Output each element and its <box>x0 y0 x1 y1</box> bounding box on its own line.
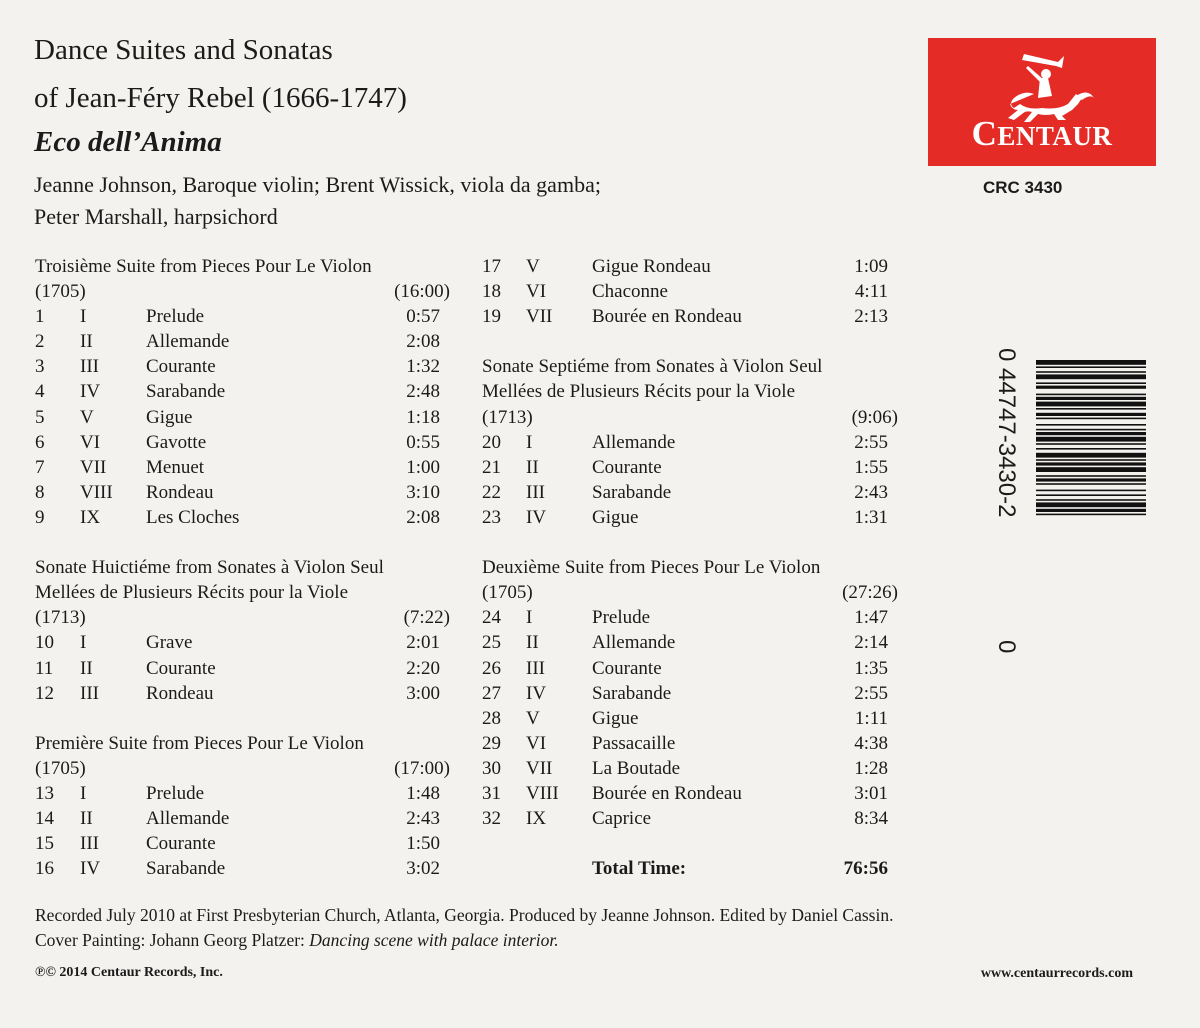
track-row <box>482 279 898 304</box>
track-number: 29 <box>482 732 501 754</box>
movement-number: VI <box>80 431 101 453</box>
track-title: Grave <box>146 632 193 654</box>
movement-number: III <box>526 657 545 679</box>
barcode-bar <box>1036 371 1146 373</box>
total-time-label: Total Time: <box>592 858 687 880</box>
movement-number: VIII <box>526 782 559 804</box>
track-title: Allemande <box>592 632 676 654</box>
track-number: 22 <box>482 481 501 503</box>
track-row <box>482 630 898 655</box>
barcode-bar <box>1036 514 1146 516</box>
performers-line1: Jeanne Johnson, Baroque violin; Brent Wissick, viola da gamba; <box>34 172 601 197</box>
track-duration: 1:28 <box>854 757 888 779</box>
copyright: ℗© 2014 Centaur Records, Inc. <box>35 965 223 980</box>
movement-number: V <box>526 256 540 277</box>
track-number: 20 <box>482 431 501 453</box>
movement-number: I <box>80 632 87 654</box>
barcode-bar <box>1036 459 1146 461</box>
movement-number: I <box>80 782 87 804</box>
movement-number: VII <box>526 757 553 779</box>
track-row <box>35 405 450 430</box>
work-total-time: (17:00) <box>394 757 450 779</box>
track-number: 16 <box>35 858 54 880</box>
barcode-bar <box>1036 475 1146 477</box>
barcode-bar <box>1036 490 1146 492</box>
track-title: Courante <box>592 657 662 679</box>
work-total-time: (7:22) <box>403 607 450 629</box>
track-duration: 0:55 <box>406 431 440 453</box>
track-number: 13 <box>35 782 54 804</box>
work-title: Première Suite from Pieces Pour Le Violon <box>35 732 364 754</box>
track-number: 17 <box>482 256 501 277</box>
track-title: Prelude <box>146 306 205 328</box>
movement-number: II <box>80 331 93 353</box>
track-number: 1 <box>35 306 45 328</box>
barcode-bar <box>1036 467 1146 472</box>
movement-number: II <box>80 657 93 679</box>
track-duration: 3:00 <box>406 682 440 704</box>
work-total-time: (27:26) <box>842 582 898 604</box>
movement-number: V <box>526 707 540 729</box>
work-heading <box>482 555 898 580</box>
movement-number: III <box>80 682 99 704</box>
centaur-wordmark: CENTAUR <box>971 114 1113 153</box>
cover-painting-title: Dancing scene with palace interior. <box>309 930 559 950</box>
track-duration: 2:55 <box>854 431 888 453</box>
track-title: Chaconne <box>592 281 668 303</box>
track-duration: 1:47 <box>854 607 888 629</box>
movement-number: VIII <box>80 481 113 503</box>
work-title: Mellées de Plusieurs Récits pour la Viole <box>482 381 796 403</box>
track-duration: 4:38 <box>854 732 888 754</box>
track-duration: 1:48 <box>406 782 440 804</box>
track-row <box>35 806 450 831</box>
track-duration: 0:57 <box>406 306 440 328</box>
track-duration: 3:02 <box>406 858 440 880</box>
track-row <box>35 455 450 480</box>
barcode-bar <box>1036 478 1146 481</box>
movement-number: IV <box>526 682 547 704</box>
track-row <box>35 656 450 681</box>
movement-number: VII <box>80 456 107 478</box>
work-title: Sonate Septiéme from Sonates à Violon Seul <box>482 356 823 378</box>
movement-number: I <box>526 431 533 453</box>
spacer <box>482 831 898 856</box>
work-year: (1705) <box>35 757 86 779</box>
track-title: Gigue <box>146 406 193 428</box>
track-title: Gigue <box>592 506 639 528</box>
track-row <box>482 656 898 681</box>
track-number: 32 <box>482 808 501 830</box>
movement-number: IX <box>80 506 101 528</box>
album-title-line1: Dance Suites and Sonatas <box>34 34 333 66</box>
track-number: 27 <box>482 682 501 704</box>
track-title: Prelude <box>146 782 205 804</box>
barcode-bar <box>1036 437 1146 442</box>
track-title: Courante <box>146 356 216 378</box>
movement-number: III <box>526 481 545 503</box>
barcode-bar <box>1036 499 1146 501</box>
work-year: (1705) <box>35 281 86 303</box>
track-number: 15 <box>35 833 54 855</box>
track-title: Sarabande <box>146 381 226 403</box>
album-title-line2: of Jean-Féry Rebel (1666-1747) <box>34 82 407 114</box>
track-number: 6 <box>35 431 45 453</box>
movement-number: IX <box>526 808 547 830</box>
barcode-bar <box>1036 408 1146 410</box>
track-title: Courante <box>146 833 216 855</box>
track-row <box>482 806 898 831</box>
track-row <box>35 379 450 404</box>
track-duration: 8:34 <box>854 808 888 830</box>
track-list-right <box>482 254 898 881</box>
barcode-bar <box>1036 386 1146 389</box>
movement-number: I <box>526 607 533 629</box>
track-number: 19 <box>482 306 501 328</box>
barcode-digit-main: 44747-3430-2 <box>993 368 1020 518</box>
movement-number: VII <box>526 306 553 328</box>
movement-number: II <box>526 632 539 654</box>
movement-number: IV <box>80 381 101 403</box>
track-title: Passacaille <box>592 732 676 754</box>
track-row <box>482 781 898 806</box>
track-duration: 3:10 <box>406 481 440 503</box>
barcode-bar <box>1036 366 1146 368</box>
track-number: 31 <box>482 782 501 804</box>
track-title: Prelude <box>592 607 651 629</box>
track-row <box>35 430 450 455</box>
track-row <box>35 781 450 806</box>
total-time-row <box>482 856 898 881</box>
movement-number: II <box>526 456 539 478</box>
track-duration: 2:48 <box>406 381 440 403</box>
movement-number: VI <box>526 732 547 754</box>
ensemble-name: Eco dell’Anima <box>34 126 222 158</box>
track-duration: 1:11 <box>854 707 888 729</box>
track-row <box>35 354 450 379</box>
work-heading <box>482 354 898 379</box>
track-duration: 1:32 <box>406 356 440 378</box>
centaur-icon <box>928 38 1156 126</box>
track-duration: 2:13 <box>854 306 888 328</box>
work-subheading <box>35 279 450 304</box>
website-link[interactable]: www.centaurrecords.com <box>980 966 1133 981</box>
track-duration: 2:01 <box>406 632 440 654</box>
work-year: (1713) <box>35 607 86 629</box>
track-row <box>482 254 898 279</box>
track-row <box>35 856 450 881</box>
movement-number: III <box>80 833 99 855</box>
cover-credit <box>35 930 559 951</box>
barcode-bar <box>1036 443 1146 445</box>
track-row <box>482 756 898 781</box>
track-row <box>35 505 450 530</box>
work-year: (1713) <box>482 406 533 428</box>
spacer <box>35 530 450 555</box>
track-number: 18 <box>482 281 501 303</box>
barcode-bar <box>1036 382 1146 384</box>
barcode-bar <box>1036 394 1146 396</box>
track-row <box>35 329 450 354</box>
track-row <box>482 304 898 329</box>
track-title: Courante <box>592 456 662 478</box>
track-number: 21 <box>482 456 501 478</box>
barcode-bar <box>1036 424 1146 426</box>
work-title: Mellées de Plusieurs Récits pour la Viole <box>35 582 349 604</box>
movement-number: V <box>80 406 94 428</box>
track-duration: 1:50 <box>406 833 440 855</box>
track-duration: 2:14 <box>854 632 888 654</box>
spacer <box>482 530 898 555</box>
track-row <box>35 831 450 856</box>
barcode-bar <box>1036 483 1146 485</box>
barcode-bar <box>1036 360 1146 365</box>
barcode-bar <box>1036 418 1146 420</box>
work-heading <box>482 379 898 404</box>
track-row <box>482 731 898 756</box>
track-number: 9 <box>35 506 45 528</box>
track-number: 24 <box>482 607 501 629</box>
track-row <box>482 605 898 630</box>
track-title: Sarabande <box>592 682 672 704</box>
track-duration: 2:08 <box>406 506 440 528</box>
track-title: Les Cloches <box>146 506 240 528</box>
track-number: 10 <box>35 632 54 654</box>
track-duration: 1:35 <box>854 657 888 679</box>
barcode-digit-trail: 0 <box>993 640 1020 654</box>
track-number: 26 <box>482 657 501 679</box>
track-title: Caprice <box>592 808 652 830</box>
movement-number: IV <box>80 858 101 880</box>
track-row <box>35 681 450 706</box>
movement-number: II <box>80 808 93 830</box>
track-row <box>35 304 450 329</box>
performers-line2: Peter Marshall, harpsichord <box>34 204 278 229</box>
track-duration: 4:11 <box>854 281 888 303</box>
barcode-bar <box>1036 448 1146 450</box>
track-row <box>482 681 898 706</box>
barcode-bars-icon <box>1036 360 1146 660</box>
work-title: Deuxième Suite from Pieces Pour Le Violon <box>482 557 821 579</box>
track-duration: 1:31 <box>854 506 888 528</box>
track-title: Rondeau <box>146 481 214 503</box>
track-duration: 2:43 <box>854 481 888 503</box>
barcode-digits <box>992 348 1032 666</box>
track-title: Gigue <box>592 707 639 729</box>
track-title: Menuet <box>146 456 205 478</box>
barcode-bar <box>1036 462 1146 465</box>
track-number: 5 <box>35 406 45 428</box>
work-title: Troisième Suite from Pieces Pour Le Violon <box>35 256 372 277</box>
movement-number: I <box>80 306 87 328</box>
track-duration: 2:55 <box>854 682 888 704</box>
track-number: 30 <box>482 757 501 779</box>
barcode-bar <box>1036 494 1146 496</box>
track-duration: 1:55 <box>854 456 888 478</box>
track-duration: 2:43 <box>406 808 440 830</box>
movement-number: VI <box>526 281 547 303</box>
work-total-time: (16:00) <box>394 281 450 303</box>
work-title: Sonate Huictiéme from Sonates à Violon Seul <box>35 557 384 579</box>
centaur-logo <box>928 38 1156 166</box>
work-subheading <box>35 756 450 781</box>
track-title: Courante <box>146 657 216 679</box>
barcode-digit-lead: 0 <box>993 348 1020 362</box>
track-row <box>35 630 450 655</box>
track-title: Rondeau <box>146 682 214 704</box>
track-row <box>35 480 450 505</box>
track-row <box>482 430 898 455</box>
barcode-bar <box>1036 413 1146 416</box>
work-year: (1705) <box>482 582 533 604</box>
track-row <box>482 505 898 530</box>
work-heading <box>35 731 450 756</box>
total-time-value: 76:56 <box>843 858 888 880</box>
work-heading <box>35 555 450 580</box>
track-title: Allemande <box>146 331 230 353</box>
work-subheading <box>482 580 898 605</box>
track-title: La Boutade <box>592 757 681 779</box>
track-number: 8 <box>35 481 45 503</box>
track-title: Bourée en Rondeau <box>592 782 742 804</box>
track-row <box>482 455 898 480</box>
movement-number: IV <box>526 506 547 528</box>
work-total-time: (9:06) <box>851 406 898 428</box>
cover-credit-prefix: Cover Painting: Johann Georg Platzer: <box>35 930 310 950</box>
movement-number: III <box>80 356 99 378</box>
spacer <box>35 706 450 731</box>
work-subheading <box>35 605 450 630</box>
track-title: Sarabande <box>146 858 226 880</box>
barcode-bar <box>1036 509 1146 512</box>
track-title: Bourée en Rondeau <box>592 306 742 328</box>
recording-credits: Recorded July 2010 at First Presbyterian Church, Atlanta, Georgia. Produced by Jeanne Johnson. Edited by Daniel Cassin. <box>35 905 894 925</box>
track-title: Allemande <box>592 431 676 453</box>
track-number: 25 <box>482 632 501 654</box>
track-duration: 1:00 <box>406 456 440 478</box>
barcode-bar <box>1036 402 1146 407</box>
track-duration: 2:20 <box>406 657 440 679</box>
barcode-bar <box>1036 429 1146 431</box>
catalog-number: CRC 3430 <box>983 178 1063 197</box>
track-number: 4 <box>35 381 45 403</box>
track-list-left <box>35 254 450 881</box>
spacer <box>482 329 898 354</box>
work-heading <box>35 580 450 605</box>
barcode-bar <box>1036 397 1146 400</box>
track-number: 12 <box>35 682 54 704</box>
track-duration: 3:01 <box>854 782 888 804</box>
track-title: Sarabande <box>592 481 672 503</box>
track-number: 3 <box>35 356 45 378</box>
track-number: 7 <box>35 456 45 478</box>
track-title: Gavotte <box>146 431 207 453</box>
work-heading <box>35 254 450 279</box>
track-number: 28 <box>482 707 501 729</box>
track-row <box>482 480 898 505</box>
barcode-bar <box>1036 502 1146 507</box>
work-subheading <box>482 405 898 430</box>
barcode-bar <box>1036 374 1146 379</box>
track-title: Allemande <box>146 808 230 830</box>
track-row <box>482 706 898 731</box>
track-duration: 2:08 <box>406 331 440 353</box>
track-title: Gigue Rondeau <box>592 256 711 277</box>
track-number: 14 <box>35 808 54 830</box>
barcode <box>992 348 1152 666</box>
track-duration: 1:09 <box>854 256 888 277</box>
track-number: 2 <box>35 331 45 353</box>
track-number: 23 <box>482 506 501 528</box>
track-number: 11 <box>35 657 54 679</box>
track-duration: 1:18 <box>406 406 440 428</box>
barcode-bar <box>1036 432 1146 435</box>
barcode-bar <box>1036 453 1146 458</box>
